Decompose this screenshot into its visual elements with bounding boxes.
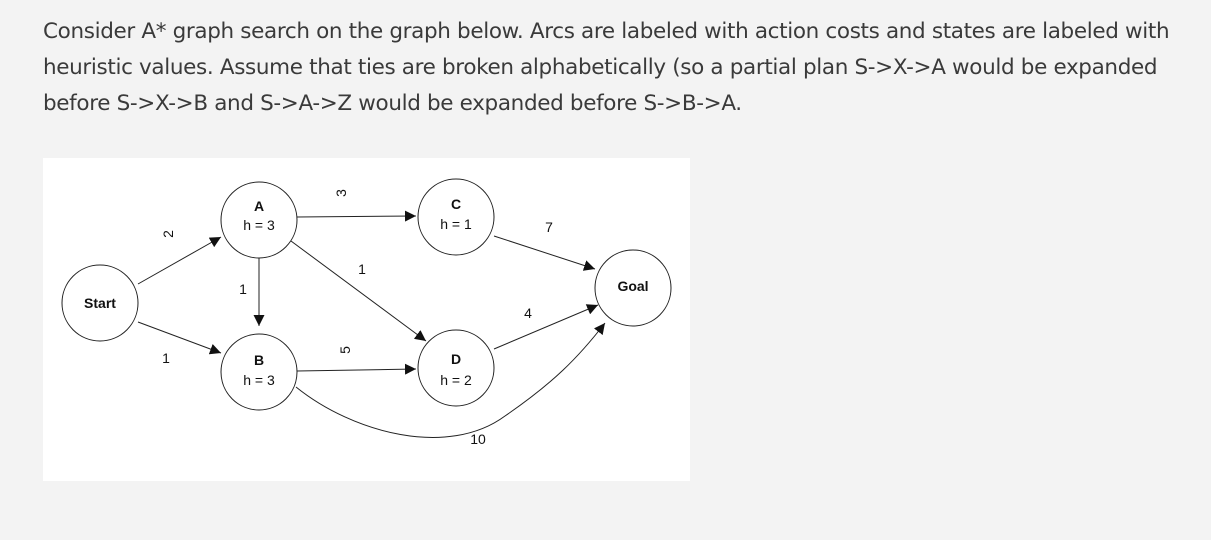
node-c-heuristic: h = 1 <box>440 216 472 232</box>
graph-edges <box>138 216 605 437</box>
edge-b-goal-cost: 10 <box>470 431 486 447</box>
question-text: Consider A* graph search on the graph below. Arcs are labeled with action costs and states are labeled with heuristic values. Assume that ties are broken alphabetically (so a partial plan S->X->A would be expanded before S->X->B and S->A->Z would be expanded before S->B->A. <box>43 19 1170 116</box>
edge-start-a <box>138 237 221 284</box>
edge-a-d-cost: 1 <box>358 261 366 277</box>
node-c-label: C <box>450 196 462 212</box>
edge-a-b-cost: 1 <box>239 281 247 297</box>
edge-d-goal-cost: 4 <box>524 305 532 321</box>
graph-nodes <box>62 179 671 410</box>
graph-figure <box>43 158 690 481</box>
node-start-label: Start <box>84 295 116 311</box>
search-graph <box>43 158 690 481</box>
edge-start-b-cost: 1 <box>162 350 170 366</box>
edge-start-b <box>138 322 221 353</box>
edge-a-c <box>297 216 416 217</box>
node-b-heuristic: h = 3 <box>243 372 275 388</box>
edge-c-goal <box>494 236 595 269</box>
edge-c-goal-cost: 7 <box>545 219 553 235</box>
edge-start-a-cost: 2 <box>160 230 176 238</box>
edge-a-c-cost: 3 <box>333 189 349 197</box>
node-a-label: A <box>253 198 265 214</box>
edge-b-d <box>297 369 416 371</box>
node-goal-label: Goal <box>617 278 649 294</box>
edge-a-d <box>291 241 426 341</box>
edge-d-goal <box>494 305 598 349</box>
node-d <box>418 330 494 406</box>
node-d-label: D <box>450 351 462 367</box>
node-b-label: B <box>253 352 265 368</box>
node-a-heuristic: h = 3 <box>243 217 275 233</box>
edge-b-d-cost: 5 <box>337 346 353 354</box>
node-d-heuristic: h = 2 <box>440 372 472 388</box>
